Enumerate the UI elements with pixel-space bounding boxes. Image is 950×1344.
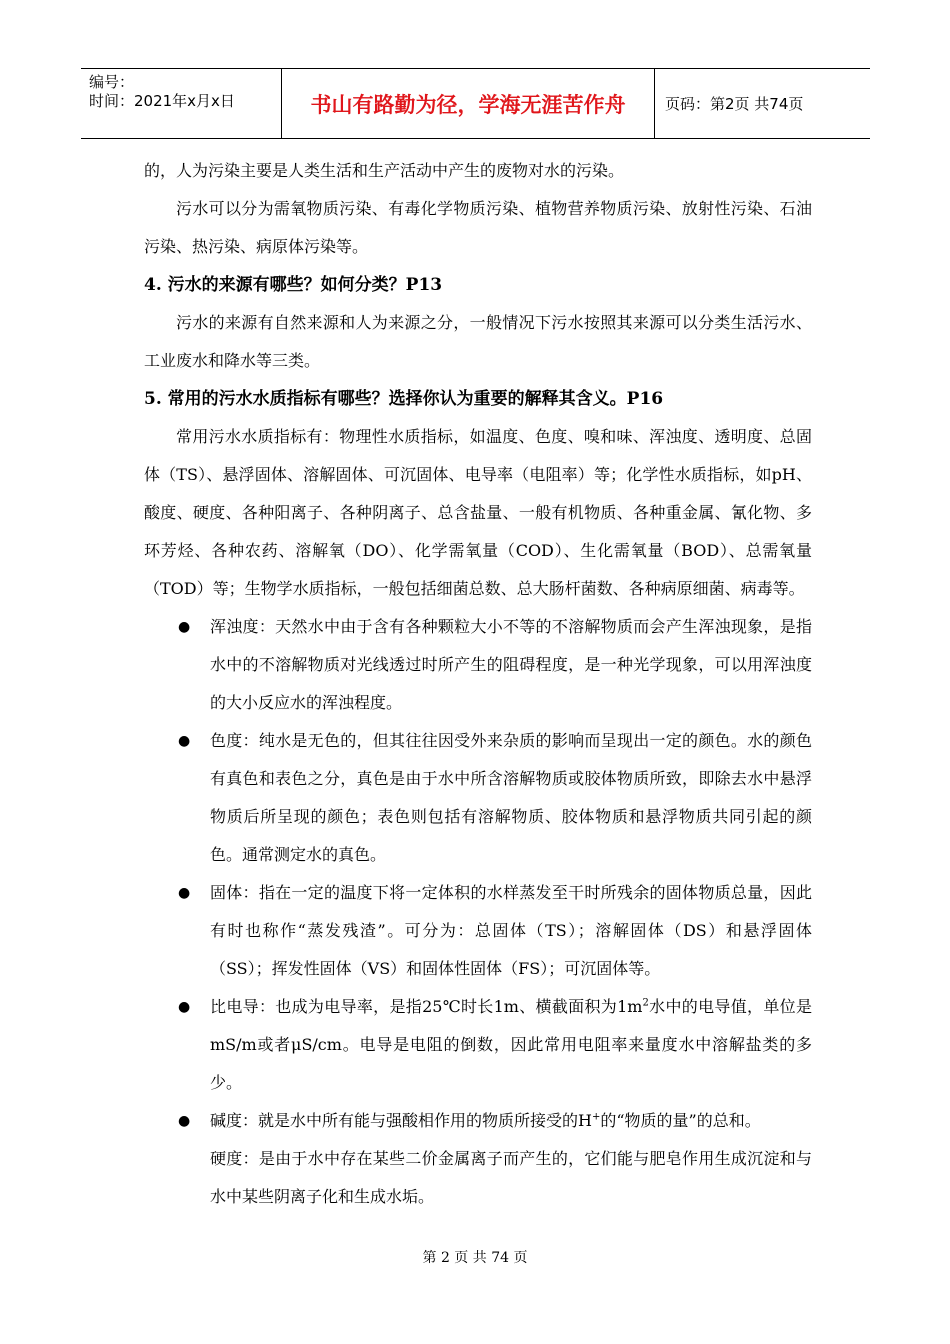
header-meta <box>81 69 282 138</box>
page-footer: 第 2 页 共 74 页 <box>422 1250 528 1266</box>
superscript: + <box>591 1111 601 1123</box>
list-item-color <box>144 722 812 874</box>
list-item-turbidity <box>144 608 812 722</box>
page-header <box>81 68 870 139</box>
bullet-icon: ● <box>178 1113 191 1129</box>
bullet-icon: ● <box>178 733 191 749</box>
list-item-text: 硬度：是由于水中存在某些二价金属离子而产生的，它们能与肥皂作用生成沉淀和与水中某些阴离子化和生成水垢。 <box>210 1149 812 1206</box>
header-page-info: 页码：第2页 共74页 <box>665 95 804 113</box>
list-item-text-b: 的“物质的量”的总和。 <box>600 1111 761 1130</box>
list-item-alkalinity <box>144 1102 812 1140</box>
list-item-solids <box>144 874 812 988</box>
list-item-text: 固体：指在一定的温度下将一定体积的水样蒸发至干时所残余的固体物质总量，因此有时也称作“蒸发残渣”。可分为：总固体（TS）；溶解固体（DS）和悬浮固体（SS）；挥发性固体（VS）和固体性固体（FS）；可沉固体等。 <box>210 883 812 978</box>
paragraph: 污水的来源有自然来源和人为来源之分，一般情况下污水按照其来源可以分类生活污水、工业废水和降水等三类。 <box>144 313 812 370</box>
document-body <box>144 152 812 1216</box>
paragraph: 污水可以分为需氧物质污染、有毒化学物质污染、植物营养物质污染、放射性污染、石油污染、热污染、病原体污染等。 <box>144 199 812 256</box>
list-item-text-a: 比电导：也成为电导率，是指25℃时长1m、横截面积为1m <box>210 997 643 1016</box>
list-item-text: 浑浊度：天然水中由于含有各种颗粒大小不等的不溶解物质而会产生浑浊现象，是指水中的不溶解物质对光线透过时所产生的阻碍程度，是一种光学现象，可以用浑浊度的大小反应水的浑浊程度。 <box>210 617 812 712</box>
bullet-icon: ● <box>178 885 191 901</box>
question-heading-5: 5. 常用的污水水质指标有哪些？选择你认为重要的解释其含义。P16 <box>144 389 664 409</box>
bullet-icon: ● <box>178 619 191 635</box>
bullet-icon: ● <box>178 999 191 1015</box>
list-item-text: 色度：纯水是无色的，但其往往因受外来杂质的影响而呈现出一定的颜色。水的颜色有真色和表色之分，真色是由于水中所含溶解物质或胶体物质所致，即除去水中悬浮物质后所呈现的颜色；表色则包括有溶解物质、胶体物质和悬浮物质共同引起的颜色。通常测定水的真色。 <box>210 731 812 864</box>
list-item-hardness <box>144 1140 812 1216</box>
paragraph: 常用污水水质指标有：物理性水质指标，如温度、色度、嗅和味、浑浊度、透明度、总固体（TS）、悬浮固体、溶解固体、可沉固体、电导率（电阻率）等；化学性水质指标，如pH、酸度、硬度、各种阳离子、各种阴离子、总含盐量、一般有机物质、各种重金属、氰化物、多环芳烃、各种农药、溶解氧（DO）、化学需氧量（COD）、生化需氧量（BOD）、总需氧量（TOD）等；生物学水质指标，一般包括细菌总数、总大肠杆菌数、各种病原细菌、病毒等。 <box>144 427 812 598</box>
list-item-text-a: 碱度：就是水中所有能与强酸相作用的物质所接受的H <box>210 1111 592 1130</box>
paragraph: 的，人为污染主要是人类生活和生产活动中产生的废物对水的污染。 <box>144 161 625 180</box>
superscript: 2 <box>642 997 649 1009</box>
question-heading-4: 4. 污水的来源有哪些？如何分类？P13 <box>144 275 443 295</box>
header-motto: 书山有路勤为径，学海无涯苦作舟 <box>282 69 655 138</box>
list-item-text-b: 水中的电导值，单位是mS/m或者μS/cm。电导是电阻的倒数，因此常用电阻率来量度水中溶解盐类的多少。 <box>210 997 812 1092</box>
document-number-label: 编号： <box>89 73 135 91</box>
document-date: 时间：2021年x月x日 <box>89 92 235 110</box>
list-item-conductivity <box>144 988 812 1102</box>
